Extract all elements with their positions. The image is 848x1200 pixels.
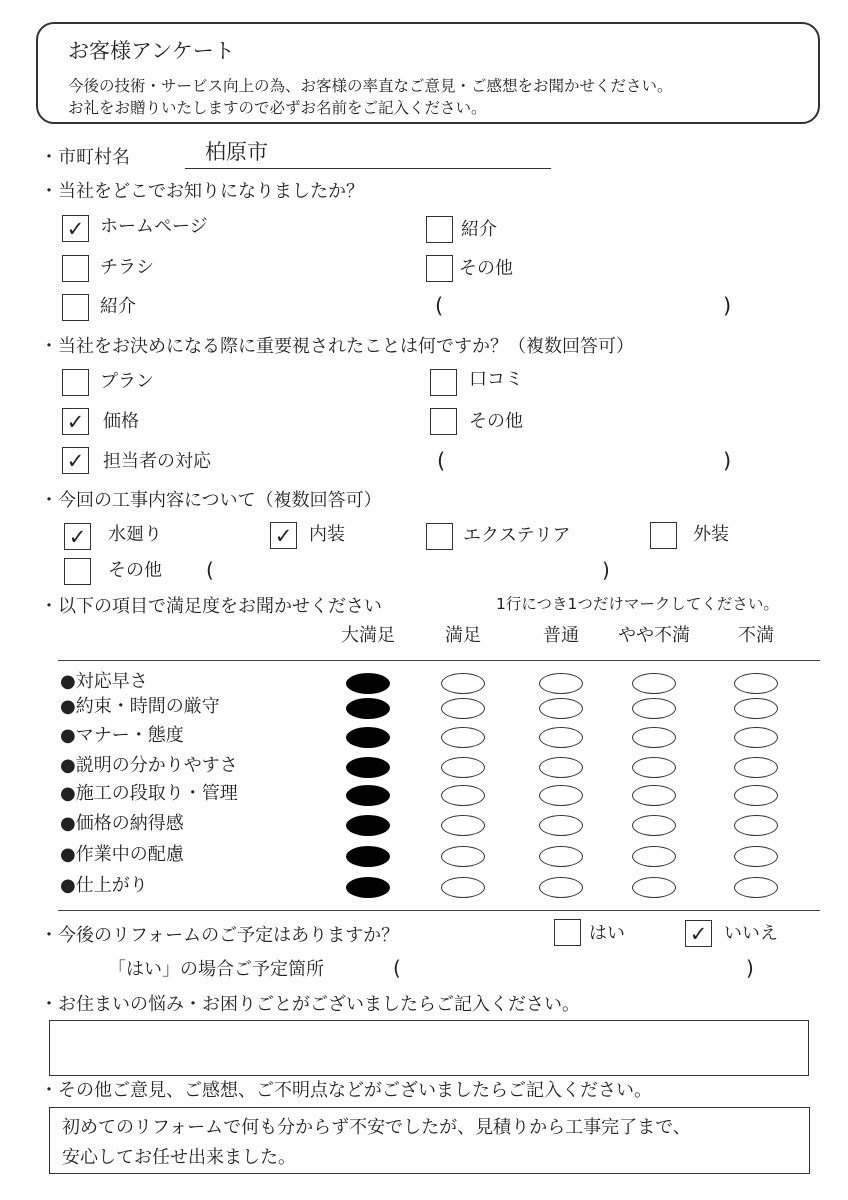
- q3-label-facade: 外装: [693, 524, 729, 545]
- rating-oval[interactable]: [734, 846, 778, 867]
- q1-label-referral: 紹介: [461, 219, 497, 240]
- q3-paren-open: (: [206, 558, 214, 582]
- rating-oval[interactable]: [632, 757, 676, 778]
- q1-question: ・当社をどこでお知りになりましたか？: [40, 181, 364, 202]
- rating-oval[interactable]: [539, 727, 583, 748]
- q2-label-plan: プラン: [100, 371, 154, 392]
- rating-oval[interactable]: [539, 846, 583, 867]
- q5-label-no: いいえ: [724, 923, 778, 944]
- check-mark-icon: [427, 217, 452, 242]
- rating-oval[interactable]: [441, 846, 485, 867]
- q2-checkbox-word-of-mouth[interactable]: [430, 369, 457, 396]
- rating-oval[interactable]: [539, 785, 583, 806]
- table-top-rule: [58, 660, 820, 661]
- level-header: 満足: [445, 625, 481, 646]
- q5-question: ・今後のリフォームのご予定はありますか？: [40, 925, 400, 946]
- check-mark-icon: ✓: [274, 524, 293, 548]
- q2-checkbox-price[interactable]: [62, 408, 89, 435]
- rating-oval[interactable]: [539, 698, 583, 719]
- q5-paren-close: ): [746, 956, 754, 980]
- q6-question: ・お住まいの悩み・お困りごとがございましたらご記入ください。: [40, 994, 580, 1015]
- rating-oval[interactable]: [734, 698, 778, 719]
- level-header: 大満足: [341, 625, 395, 646]
- rating-oval[interactable]: [441, 757, 485, 778]
- check-mark-icon: ✓: [66, 410, 85, 434]
- satisfaction-question: ・以下の項目で満足度をお聞かせください: [40, 596, 382, 617]
- q2-checkbox-staff[interactable]: [62, 447, 89, 474]
- rating-oval[interactable]: [346, 673, 390, 694]
- q3-label-interior: 内装: [309, 524, 345, 545]
- check-mark-icon: ✓: [68, 525, 87, 549]
- rating-oval[interactable]: [441, 815, 485, 836]
- rating-oval[interactable]: [346, 846, 390, 867]
- q1-label-other: その他: [459, 258, 513, 279]
- q2-paren-open: (: [437, 449, 446, 473]
- satisfaction-note: 1行につき1つだけマークしてください。: [496, 595, 779, 613]
- q2-label-other: その他: [469, 411, 523, 432]
- rating-oval[interactable]: [632, 815, 676, 836]
- check-mark-icon: [65, 559, 90, 584]
- rating-oval[interactable]: [441, 727, 485, 748]
- survey-title: お客様アンケート: [68, 39, 235, 63]
- q7-answer-text: 初めてのリフォームで何も分からず不安でしたが、見積りから工事完了まで、 安心してお任せ出来ました。: [62, 1117, 691, 1168]
- q6-answer-box[interactable]: [49, 1020, 809, 1076]
- level-header: 普通: [543, 625, 579, 646]
- q5-paren-open: (: [393, 956, 401, 980]
- city-underline: [185, 168, 551, 169]
- q5-label-yes: はい: [589, 923, 625, 944]
- satisfaction-item-label: ●対応早さ: [60, 671, 148, 692]
- satisfaction-item-label: ●説明の分かりやすさ: [60, 755, 238, 776]
- rating-oval[interactable]: [441, 877, 485, 898]
- header-line-1: 今後の技術・サービス向上の為、お客様の率直なご意見・ご感想をお聞かせください。: [68, 77, 673, 95]
- q2-paren-close: ): [723, 449, 732, 473]
- check-mark-icon: ✓: [66, 217, 85, 241]
- rating-oval[interactable]: [632, 846, 676, 867]
- rating-oval[interactable]: [539, 815, 583, 836]
- q3-question: ・今回の工事内容について（複数回答可）: [40, 490, 382, 511]
- rating-oval[interactable]: [632, 785, 676, 806]
- check-mark-icon: [431, 409, 456, 434]
- q1-checkbox-homepage[interactable]: [62, 215, 89, 242]
- city-value[interactable]: 柏原市: [205, 140, 268, 164]
- q1-label-flyer: チラシ: [100, 257, 154, 278]
- check-mark-icon: [555, 920, 580, 945]
- check-mark-icon: [651, 523, 676, 548]
- q2-question: ・当社をお決めになる際に重要視されたことは何ですか？（複数回答可）: [40, 336, 634, 357]
- check-mark-icon: [63, 370, 88, 395]
- q7-question: ・その他ご意見、ご感想、ご不明点などがございましたらご記入ください。: [40, 1080, 652, 1101]
- rating-oval[interactable]: [346, 877, 390, 898]
- q3-checkbox-interior[interactable]: [270, 522, 297, 549]
- check-mark-icon: ✓: [66, 449, 85, 473]
- q1-label-referral-2: 紹介: [100, 296, 136, 317]
- q5-checkbox-yes[interactable]: [554, 919, 581, 946]
- q3-checkbox-other[interactable]: [64, 558, 91, 585]
- satisfaction-item-label: ●約束・時間の厳守: [60, 696, 220, 717]
- rating-oval[interactable]: [346, 815, 390, 836]
- check-mark-icon: [427, 524, 452, 549]
- q5-checkbox-no[interactable]: [685, 920, 712, 947]
- level-header: やや不満: [618, 625, 690, 646]
- header-line-2: お礼をお贈りいたしますので必ずお名前をご記入ください。: [68, 99, 487, 117]
- q1-checkbox-flyer[interactable]: [62, 255, 89, 282]
- q7-answer-box[interactable]: [49, 1107, 810, 1174]
- q3-label-water: 水廻り: [108, 524, 162, 545]
- satisfaction-item-label: ●作業中の配慮: [60, 844, 184, 865]
- q2-checkbox-plan[interactable]: [62, 369, 89, 396]
- rating-oval[interactable]: [441, 698, 485, 719]
- rating-oval[interactable]: [539, 673, 583, 694]
- q1-checkbox-other[interactable]: [426, 255, 453, 282]
- rating-oval[interactable]: [346, 785, 390, 806]
- rating-oval[interactable]: [632, 877, 676, 898]
- q3-label-exterior: エクステリア: [463, 525, 571, 546]
- q1-paren-close: ): [723, 294, 732, 318]
- q3-checkbox-exterior[interactable]: [426, 523, 453, 550]
- q3-paren-close: ): [602, 558, 610, 582]
- rating-oval[interactable]: [734, 815, 778, 836]
- rating-oval[interactable]: [346, 698, 390, 719]
- satisfaction-item-label: ●仕上がり: [60, 875, 148, 896]
- q1-checkbox-referral[interactable]: [426, 216, 453, 243]
- rating-oval[interactable]: [539, 877, 583, 898]
- level-header: 不満: [738, 625, 774, 646]
- rating-oval[interactable]: [734, 757, 778, 778]
- q2-label-word-of-mouth: 口コミ: [469, 369, 523, 390]
- q1-label-homepage: ホームページ: [100, 216, 208, 237]
- q2-label-price: 価格: [103, 411, 139, 432]
- city-label: ・市町村名: [40, 147, 130, 168]
- check-mark-icon: [63, 295, 88, 320]
- q1-paren-open: (: [435, 294, 444, 318]
- rating-oval[interactable]: [441, 673, 485, 694]
- rating-oval[interactable]: [632, 727, 676, 748]
- rating-oval[interactable]: [734, 727, 778, 748]
- satisfaction-item-label: ●施工の段取り・管理: [60, 783, 238, 804]
- rating-oval[interactable]: [539, 757, 583, 778]
- q3-checkbox-facade[interactable]: [650, 522, 677, 549]
- q5-sub-label: 「はい」の場合ご予定箇所: [108, 959, 324, 980]
- rating-oval[interactable]: [346, 727, 390, 748]
- satisfaction-item-label: ●マナー・態度: [60, 725, 184, 746]
- satisfaction-item-label: ●価格の納得感: [60, 813, 184, 834]
- rating-oval[interactable]: [734, 673, 778, 694]
- q2-label-staff: 担当者の対応: [103, 451, 211, 472]
- rating-oval[interactable]: [441, 785, 485, 806]
- q2-checkbox-other[interactable]: [430, 408, 457, 435]
- q3-checkbox-water[interactable]: [64, 523, 91, 550]
- rating-oval[interactable]: [632, 673, 676, 694]
- rating-oval[interactable]: [632, 698, 676, 719]
- q3-label-other: その他: [108, 560, 162, 581]
- rating-oval[interactable]: [734, 877, 778, 898]
- check-mark-icon: [427, 256, 452, 281]
- check-mark-icon: ✓: [689, 922, 708, 946]
- q1-checkbox-referral-2[interactable]: [62, 294, 89, 321]
- rating-oval[interactable]: [346, 757, 390, 778]
- rating-oval[interactable]: [734, 785, 778, 806]
- check-mark-icon: [63, 256, 88, 281]
- table-bottom-rule: [58, 910, 820, 911]
- check-mark-icon: [431, 370, 456, 395]
